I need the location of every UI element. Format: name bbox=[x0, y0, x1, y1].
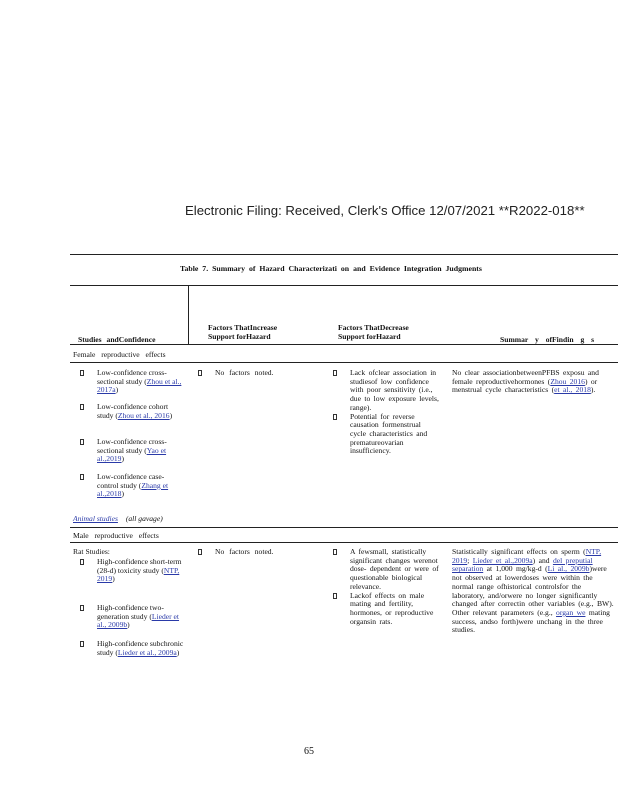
list-item: High-confidence short-term (28-d) toxicity study (NTP, 2019) bbox=[80, 558, 185, 604]
list-item bbox=[333, 369, 439, 413]
section2-increase bbox=[198, 548, 308, 557]
bullet-box-icon bbox=[333, 593, 337, 599]
bullet-box-icon bbox=[333, 549, 337, 555]
section1-increase bbox=[198, 369, 308, 378]
summary-text: )were not observed at lowerdoses were within the normal range ofhistorical controlsfor the laboratory, and/orwere no longer significantly changed after correctin other variables (e.g., BW). bbox=[452, 564, 614, 609]
citation-link[interactable]: Zhang et al.,2018 bbox=[97, 480, 169, 499]
decrease-text: A fewsmall, statistically significant changes werenot dose- dependent or were of questionable biological relevance. bbox=[350, 547, 439, 591]
increase-text: No factors noted. bbox=[215, 368, 274, 377]
summary-text: No clear associationbetweenPFBS exposu and female reproductivehormones ( bbox=[452, 368, 599, 386]
bullet-box-icon bbox=[80, 439, 84, 445]
bullet-box-icon bbox=[333, 414, 337, 420]
header-decrease: Factors ThatDecrease Support forHazard bbox=[338, 323, 409, 341]
section2-summary bbox=[452, 548, 616, 635]
filing-banner: Electronic Filing: Received, Clerk's Office 12/07/2021 **R2022-018** bbox=[185, 203, 585, 218]
section1-rule bbox=[70, 362, 618, 363]
section-label-female: Female reproductive effects bbox=[73, 350, 166, 359]
study-description: Low-confidence case-control study bbox=[97, 472, 165, 490]
header-column-divider bbox=[188, 286, 189, 344]
citation-link[interactable]: Zhou et al., 2017a bbox=[97, 376, 182, 395]
list-item: Low-confidence cohort study (Zhou et al., 2016) bbox=[80, 403, 185, 438]
citation-link[interactable]: NTP, 2019 bbox=[452, 547, 602, 565]
decrease-text: Lack ofclear association in studiesof low confidence with poor sensitivity (i.e., due to low exposure levels, range). bbox=[350, 368, 439, 412]
citation-link[interactable]: et al., 2018 bbox=[554, 385, 591, 395]
section2-studies bbox=[80, 558, 185, 657]
animal-studies-label bbox=[73, 515, 163, 524]
study-description: High-confidence short-term (28-d) toxicity study bbox=[97, 557, 182, 575]
citation-link[interactable]: Lieder et al., 2009b bbox=[97, 611, 180, 630]
section-label-male: Male reproductive effects bbox=[73, 531, 159, 540]
animal-studies-link[interactable]: Animal studies bbox=[73, 514, 118, 523]
summary-text: ) and bbox=[532, 555, 553, 565]
section1-summary bbox=[452, 369, 616, 395]
decrease-text: Potential for reverse causation formenstrual cycle characteristics and prematureovarian insufficiency. bbox=[350, 411, 428, 456]
bullet-box-icon bbox=[80, 474, 84, 480]
citation-link[interactable]: Yao et al.,2019 bbox=[97, 445, 167, 464]
rat-studies-label: Rat Studies: bbox=[73, 547, 110, 556]
summary-text: Other relevant parameters (e.g., bbox=[452, 607, 557, 617]
title-bottom-rule bbox=[70, 285, 618, 286]
bullet-box-icon bbox=[198, 549, 202, 555]
header-increase: Factors ThatIncrease Support forHazard bbox=[208, 323, 278, 341]
study-description: High-confidence two-generation study bbox=[97, 603, 164, 621]
summary-text: Statistically significant effects on sperm ( bbox=[452, 547, 586, 556]
bullet-box-icon bbox=[198, 370, 202, 376]
citation-link[interactable]: Zhou 2016 bbox=[550, 376, 585, 386]
table-title: Table 7. Summary of Hazard Characterizati on and Evidence Integration Judgments bbox=[180, 264, 482, 273]
study-description: Low-confidence cross-sectional study bbox=[97, 437, 167, 455]
header-summary: Summar y ofFindin g s bbox=[500, 335, 595, 344]
citation-link[interactable]: organ we bbox=[556, 607, 586, 617]
bullet-box-icon bbox=[80, 605, 84, 611]
section2-top-rule bbox=[70, 527, 618, 528]
list-item: Low-confidence cross-sectional study (Zhou et al., 2017a) bbox=[80, 369, 185, 403]
summary-text: ; bbox=[467, 555, 473, 565]
list-item bbox=[333, 592, 439, 627]
study-description: High-confidence subchronic study bbox=[97, 639, 184, 657]
summary-text: ). bbox=[590, 385, 596, 395]
summary-text: ) or menstrual cycle characteristics ( bbox=[452, 376, 598, 395]
bullet-box-icon bbox=[80, 370, 84, 376]
list-item bbox=[333, 413, 439, 457]
summary-text: mating success, andso forth)were unchang in the three studies. bbox=[452, 607, 610, 635]
list-item: Low-confidence case-control study (Zhang et al.,2018) bbox=[80, 473, 185, 508]
header-studies: Studies andConfidence bbox=[78, 335, 156, 344]
table-top-rule bbox=[70, 254, 618, 255]
section1-studies bbox=[80, 369, 185, 508]
header-bottom-rule bbox=[70, 344, 618, 345]
section1-decrease bbox=[333, 369, 439, 456]
list-item bbox=[333, 548, 439, 592]
citation-link[interactable]: NTP, 2019 bbox=[97, 565, 180, 584]
bullet-box-icon bbox=[80, 404, 84, 410]
list-item: Low-confidence cross-sectional study (Yao et al.,2019) bbox=[80, 438, 185, 473]
page-number: 65 bbox=[304, 746, 314, 757]
citation-link[interactable]: Zhou et al., 2016 bbox=[117, 410, 170, 420]
animal-studies-note: (all gavage) bbox=[125, 514, 163, 523]
bullet-box-icon bbox=[80, 641, 84, 647]
section2-decrease bbox=[333, 548, 439, 626]
citation-link[interactable]: Lieder et al., 2009a bbox=[117, 647, 177, 657]
study-description: Low-confidence cohort study bbox=[97, 402, 169, 420]
list-item: High-confidence subchronic study (Lieder et al., 2009a) bbox=[80, 640, 185, 657]
citation-link[interactable]: Lieder et al.,2009a bbox=[472, 555, 533, 565]
bullet-box-icon bbox=[333, 370, 337, 376]
bullet-box-icon bbox=[80, 559, 84, 565]
increase-text: No factors noted. bbox=[215, 547, 274, 556]
summary-text: at 1,000 mg/kg-d ( bbox=[483, 564, 548, 574]
decrease-text: Lackof effects on male mating and fertility, hormones, or reproductive organsin rats. bbox=[350, 590, 434, 626]
citation-link[interactable]: Li al., 2009b bbox=[547, 564, 590, 574]
section2-rule bbox=[70, 542, 618, 543]
citation-link[interactable]: del preputial separation bbox=[452, 555, 593, 574]
list-item: High-confidence two-generation study (Lieder et al., 2009b) bbox=[80, 604, 185, 640]
study-description: Low-confidence cross-sectional study bbox=[97, 368, 167, 386]
